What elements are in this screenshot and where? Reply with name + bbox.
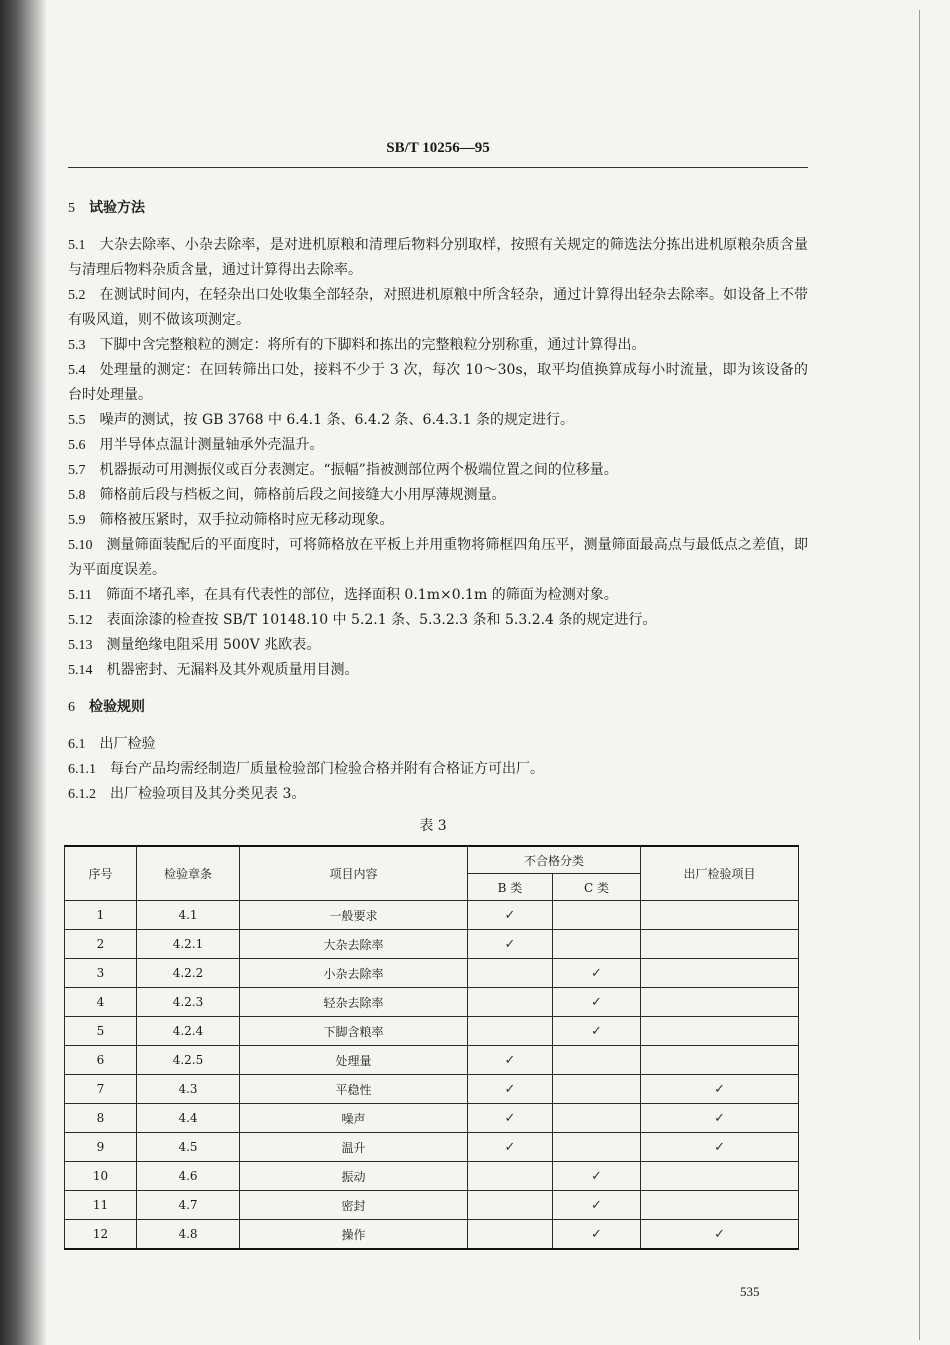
clause-text: 下脚中含完整粮粒的测定：将所有的下脚料和拣出的完整粮粒分别称重，通过计算得出。 — [99, 337, 646, 353]
section-title: 试验方法 — [89, 200, 145, 216]
cell-clause: 4.1 — [137, 901, 240, 930]
clause-number: 5.7 — [68, 463, 86, 478]
clause-5-7 — [68, 458, 808, 483]
header-class-b: B 类 — [468, 874, 553, 901]
cell-c — [553, 1104, 641, 1133]
cell-factory: ✓ — [641, 1133, 799, 1162]
table-row — [65, 1133, 799, 1162]
clause-number: 5.1 — [68, 238, 86, 253]
cell-clause: 4.3 — [137, 1075, 240, 1104]
cell-item: 下脚含粮率 — [240, 1017, 468, 1046]
clause-5-4 — [68, 358, 808, 408]
cell-b: ✓ — [468, 1075, 553, 1104]
header-class-c: C 类 — [553, 874, 641, 901]
clause-number: 5.12 — [68, 613, 93, 628]
section-title: 检验规则 — [89, 699, 145, 715]
cell-factory — [641, 988, 799, 1017]
cell-seq: 8 — [65, 1104, 137, 1133]
table-row — [65, 1046, 799, 1075]
table-row — [65, 1104, 799, 1133]
cell-item: 平稳性 — [240, 1075, 468, 1104]
section-number: 5 — [68, 201, 75, 216]
cell-factory — [641, 1162, 799, 1191]
clause-text: 出厂检验项目及其分类见表 3。 — [110, 786, 306, 802]
clause-number: 5.11 — [68, 588, 92, 603]
clause-number: 6.1 — [68, 737, 86, 752]
clause-number: 5.2 — [68, 288, 86, 303]
cell-factory: ✓ — [641, 1220, 799, 1250]
clause-6-1 — [68, 732, 808, 757]
cell-seq: 9 — [65, 1133, 137, 1162]
clause-text: 筛格前后段与档板之间，筛格前后段之间接缝大小用厚薄规测量。 — [99, 487, 506, 503]
clause-text: 用半导体点温计测量轴承外壳温升。 — [99, 437, 324, 453]
clause-text: 机器振动可用测振仪或百分表测定。“振幅”指被测部位两个极端位置之间的位移量。 — [99, 462, 618, 478]
cell-b: ✓ — [468, 1104, 553, 1133]
inspection-table — [64, 845, 799, 1250]
header-nonconform: 不合格分类 — [468, 846, 641, 874]
cell-item: 密封 — [240, 1191, 468, 1220]
cell-item: 小杂去除率 — [240, 959, 468, 988]
cell-clause: 4.2.3 — [137, 988, 240, 1017]
cell-item: 振动 — [240, 1162, 468, 1191]
cell-factory — [641, 930, 799, 959]
cell-b: ✓ — [468, 901, 553, 930]
table-row — [65, 1017, 799, 1046]
cell-b: ✓ — [468, 1046, 553, 1075]
header-factory-inspection: 出厂检验项目 — [641, 846, 799, 901]
clause-number: 5.13 — [68, 638, 93, 653]
clause-text: 在测试时间内，在轻杂出口处收集全部轻杂，对照进机原粮中所含轻杂，通过计算得出轻杂去除率。如设备上不带有吸风道，则不做该项测定。 — [68, 287, 808, 328]
clause-5-10 — [68, 533, 808, 583]
cell-seq: 1 — [65, 901, 137, 930]
table-row — [65, 959, 799, 988]
clause-number: 6.1.1 — [68, 762, 96, 777]
table-row — [65, 1075, 799, 1104]
cell-clause: 4.6 — [137, 1162, 240, 1191]
clause-number: 6.1.2 — [68, 787, 96, 802]
scan-edge-shadow — [0, 0, 46, 1345]
clause-text: 表面涂漆的检查按 SB/T 10148.10 中 5.2.1 条、5.3.2.3 条和 5.3.2.4 条的规定进行。 — [106, 612, 657, 628]
page-body — [68, 196, 808, 807]
cell-item: 噪声 — [240, 1104, 468, 1133]
cell-factory — [641, 959, 799, 988]
cell-item: 一般要求 — [240, 901, 468, 930]
cell-clause: 4.2.5 — [137, 1046, 240, 1075]
table-row — [65, 1162, 799, 1191]
clause-5-13 — [68, 633, 808, 658]
cell-b — [468, 1220, 553, 1250]
cell-factory — [641, 1046, 799, 1075]
table-row — [65, 930, 799, 959]
clause-text: 筛面不堵孔率，在具有代表性的部位，选择面积 0.1m×0.1m 的筛面为检测对象。 — [105, 587, 618, 603]
clause-number: 5.6 — [68, 438, 86, 453]
clause-text: 处理量的测定：在回转筛出口处，接料不少于 3 次，每次 10～30s，取平均值换算成每小时流量，即为该设备的台时处理量。 — [68, 362, 808, 403]
cell-seq: 4 — [65, 988, 137, 1017]
clause-text: 大杂去除率、小杂去除率，是对进机原粮和清理后物料分别取样，按照有关规定的筛选法分拣出进机原粮杂质含量与清理后物料杂质含量，通过计算得出去除率。 — [68, 237, 808, 278]
cell-c: ✓ — [553, 988, 641, 1017]
cell-clause: 4.8 — [137, 1220, 240, 1250]
cell-item: 轻杂去除率 — [240, 988, 468, 1017]
clause-5-3 — [68, 333, 808, 358]
clause-number: 5.10 — [68, 538, 93, 553]
clause-5-8 — [68, 483, 808, 508]
clause-number: 5.5 — [68, 413, 86, 428]
clause-5-9 — [68, 508, 808, 533]
clause-5-2 — [68, 283, 808, 333]
clause-5-12 — [68, 608, 808, 633]
clause-5-1 — [68, 233, 808, 283]
cell-seq: 10 — [65, 1162, 137, 1191]
cell-c: ✓ — [553, 1220, 641, 1250]
cell-seq: 7 — [65, 1075, 137, 1104]
table-body — [65, 901, 799, 1250]
cell-c: ✓ — [553, 1191, 641, 1220]
clause-number: 5.3 — [68, 338, 86, 353]
cell-factory — [641, 1017, 799, 1046]
cell-c: ✓ — [553, 1162, 641, 1191]
cell-b — [468, 988, 553, 1017]
clause-text: 测量筛面装配后的平面度时，可将筛格放在平板上并用重物将筛框四角压平，测量筛面最高点与最低点之差值，即为平面度误差。 — [68, 537, 808, 578]
table-row — [65, 988, 799, 1017]
scan-edge-right — [919, 10, 920, 1340]
header-item: 项目内容 — [240, 846, 468, 901]
clause-5-5 — [68, 408, 808, 433]
clause-number: 5.4 — [68, 363, 86, 378]
cell-b — [468, 1191, 553, 1220]
header-seq: 序号 — [65, 846, 137, 901]
cell-c — [553, 901, 641, 930]
cell-seq: 3 — [65, 959, 137, 988]
cell-factory: ✓ — [641, 1075, 799, 1104]
clause-number: 5.8 — [68, 488, 86, 503]
cell-clause: 4.2.2 — [137, 959, 240, 988]
cell-b: ✓ — [468, 930, 553, 959]
clause-6-1-1 — [68, 757, 808, 782]
cell-clause: 4.7 — [137, 1191, 240, 1220]
page-number: 535 — [740, 1284, 760, 1299]
cell-clause: 4.2.4 — [137, 1017, 240, 1046]
clause-text: 每台产品均需经制造厂质量检验部门检验合格并附有合格证方可出厂。 — [110, 761, 544, 777]
cell-seq: 11 — [65, 1191, 137, 1220]
clause-5-6 — [68, 433, 808, 458]
cell-clause: 4.2.1 — [137, 930, 240, 959]
section-number: 6 — [68, 700, 75, 715]
cell-c — [553, 930, 641, 959]
cell-item: 大杂去除率 — [240, 930, 468, 959]
cell-clause: 4.4 — [137, 1104, 240, 1133]
clause-text: 测量绝缘电阻采用 500V 兆欧表。 — [106, 637, 321, 653]
cell-item: 操作 — [240, 1220, 468, 1250]
cell-b: ✓ — [468, 1133, 553, 1162]
cell-c — [553, 1046, 641, 1075]
table-row — [65, 1191, 799, 1220]
clause-text: 出厂检验 — [99, 736, 156, 752]
clause-text: 机器密封、无漏料及其外观质量用目测。 — [106, 662, 359, 678]
section-6-heading — [68, 695, 808, 720]
clause-number: 5.14 — [68, 663, 93, 678]
cell-b — [468, 1162, 553, 1191]
cell-seq: 6 — [65, 1046, 137, 1075]
clause-5-11 — [68, 583, 808, 608]
cell-c: ✓ — [553, 1017, 641, 1046]
cell-seq: 2 — [65, 930, 137, 959]
section-5-heading — [68, 196, 808, 221]
cell-c — [553, 1133, 641, 1162]
cell-item: 处理量 — [240, 1046, 468, 1075]
clause-text: 筛格被压紧时，双手拉动筛格时应无移动现象。 — [99, 512, 394, 528]
header-rule — [68, 167, 808, 168]
clause-number: 5.9 — [68, 513, 86, 528]
cell-clause: 4.5 — [137, 1133, 240, 1162]
cell-item: 温升 — [240, 1133, 468, 1162]
cell-c — [553, 1075, 641, 1104]
cell-b — [468, 1017, 553, 1046]
cell-factory — [641, 1191, 799, 1220]
header-clause: 检验章条 — [137, 846, 240, 901]
table-row — [65, 1220, 799, 1250]
cell-seq: 5 — [65, 1017, 137, 1046]
cell-seq: 12 — [65, 1220, 137, 1250]
table-row — [65, 901, 799, 930]
cell-factory — [641, 901, 799, 930]
cell-factory: ✓ — [641, 1104, 799, 1133]
table-caption: 表 3 — [419, 818, 447, 834]
clause-5-14 — [68, 658, 808, 683]
cell-c: ✓ — [553, 959, 641, 988]
standard-header: SB/T 10256—95 — [386, 140, 490, 156]
clause-text: 噪声的测试，按 GB 3768 中 6.4.1 条、6.4.2 条、6.4.3.1 条的规定进行。 — [99, 412, 574, 428]
cell-b — [468, 959, 553, 988]
clause-6-1-2 — [68, 782, 808, 807]
